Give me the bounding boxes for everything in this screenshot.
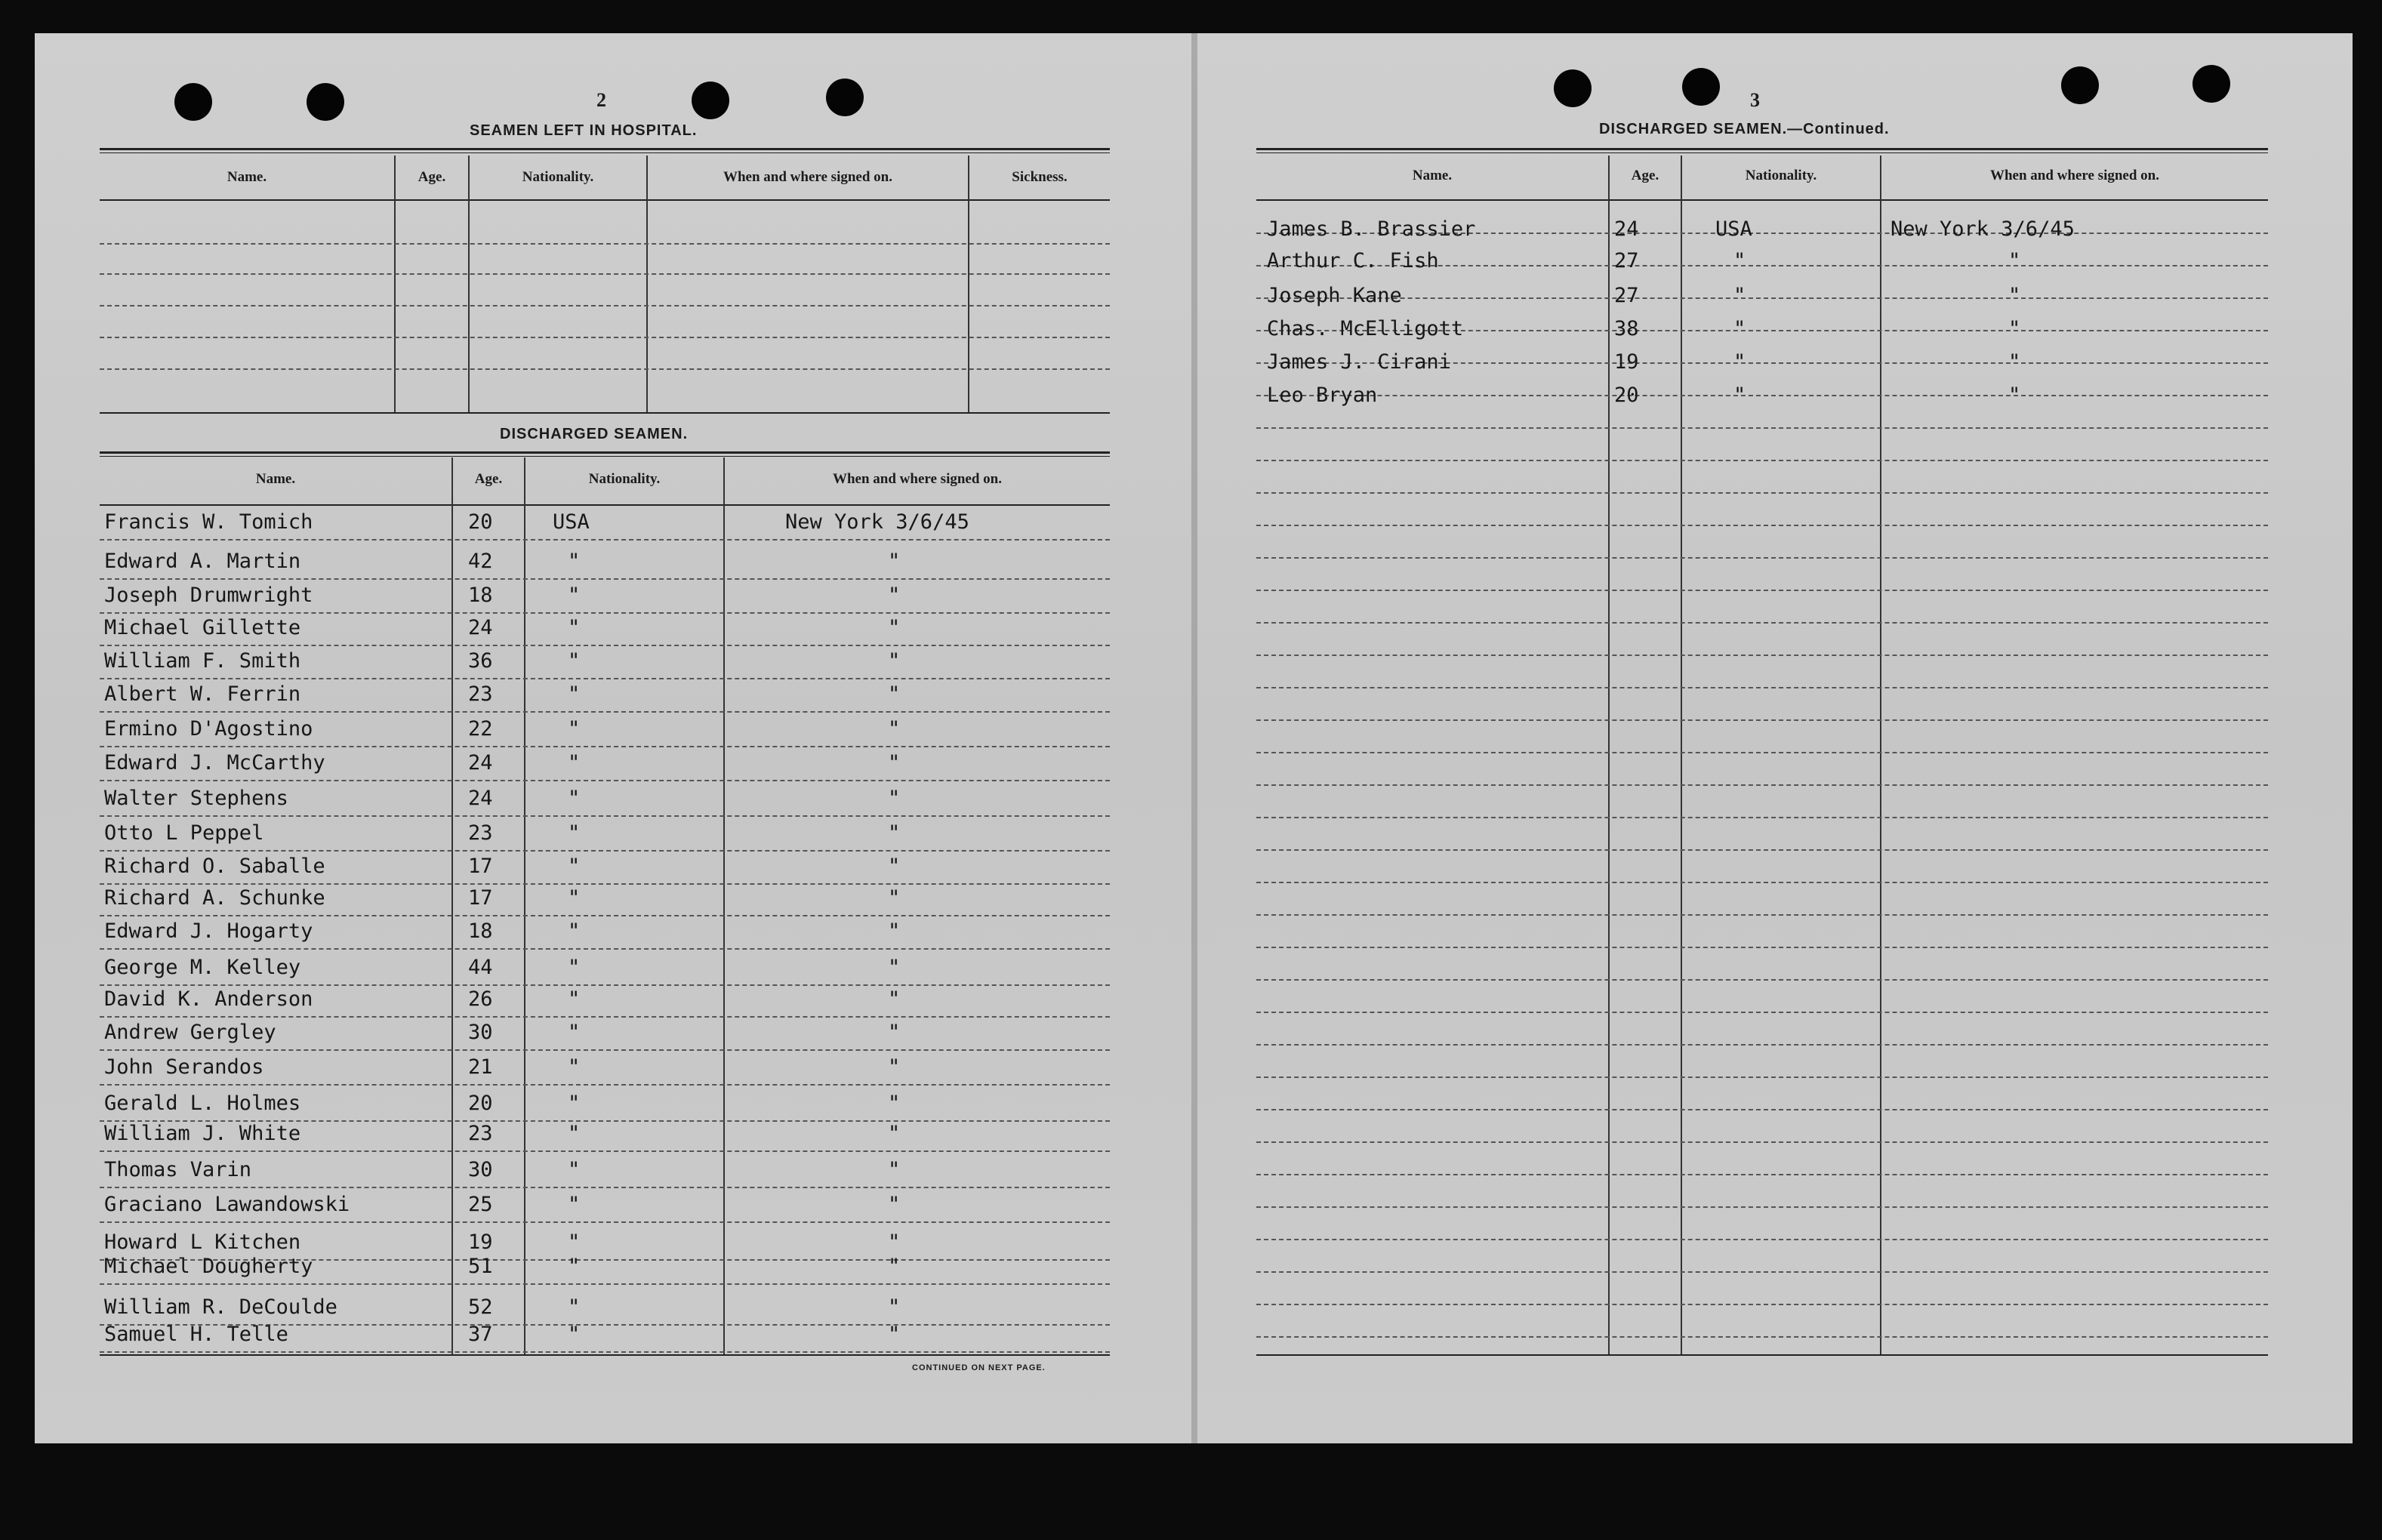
seaman-name: Otto L Peppel	[104, 821, 264, 845]
seaman-name: John Serandos	[104, 1055, 264, 1079]
ruled-line	[1256, 1012, 2268, 1013]
seaman-age: 20	[1614, 383, 1639, 407]
seaman-name: George M. Kelley	[104, 956, 301, 979]
ruled-line	[1256, 1109, 2268, 1110]
hospital-header-nationality: Nationality.	[522, 169, 594, 185]
seaman-name: Ermino D'Agostino	[104, 717, 313, 741]
seaman-nationality: "	[568, 1255, 581, 1278]
header-rule	[100, 451, 1110, 457]
seaman-name: Joseph Kane	[1267, 284, 1402, 307]
ruled-line	[100, 948, 1110, 950]
table-bottom-rule	[1256, 1354, 2268, 1356]
seaman-age: 19	[1614, 350, 1639, 374]
seaman-age: 30	[468, 1158, 493, 1181]
seaman-nationality: "	[1733, 284, 1746, 307]
seaman-age: 17	[468, 855, 493, 878]
section-rule	[100, 412, 1110, 414]
ruled-line	[1256, 460, 2268, 461]
ruled-line	[1256, 687, 2268, 688]
seaman-name: Samuel H. Telle	[104, 1323, 288, 1346]
ruled-line	[1256, 719, 2268, 721]
seaman-signed-on: "	[888, 717, 901, 741]
ruled-line	[100, 850, 1110, 852]
discharged-header-nationality: Nationality.	[588, 471, 661, 487]
seaman-name: Arthur C. Fish	[1267, 249, 1439, 273]
seaman-signed-on: "	[888, 584, 901, 607]
ruled-line	[1256, 1239, 2268, 1240]
seaman-name: Howard L Kitchen	[104, 1230, 301, 1254]
ruled-line	[1256, 492, 2268, 494]
seaman-signed-on: "	[888, 1255, 901, 1278]
seaman-signed-on: "	[888, 855, 901, 878]
ruled-line	[1256, 1044, 2268, 1046]
discharged-header-age: Age.	[474, 471, 503, 487]
seaman-name: Edward J. McCarthy	[104, 751, 325, 775]
column-divider	[468, 156, 470, 412]
seaman-nationality: "	[568, 1323, 581, 1346]
discharged-header-signed-on: When and where signed on.	[832, 471, 1002, 487]
ruled-line	[1256, 914, 2268, 916]
ruled-line	[1256, 525, 2268, 526]
seaman-nationality: "	[568, 787, 581, 810]
ruled-line	[100, 578, 1110, 580]
ruled-line	[1256, 882, 2268, 883]
page-number: 3	[1750, 89, 1760, 111]
seaman-signed-on: "	[2008, 284, 2021, 307]
seaman-name: Gerald L. Holmes	[104, 1092, 301, 1115]
seaman-nationality: "	[1733, 317, 1746, 340]
ruled-line	[100, 1283, 1110, 1285]
seaman-nationality: "	[568, 616, 581, 639]
ruled-line	[1256, 947, 2268, 948]
ruled-line	[100, 883, 1110, 885]
seaman-age: 19	[468, 1230, 493, 1254]
seaman-age: 30	[468, 1021, 493, 1044]
seaman-nationality: "	[568, 1193, 581, 1216]
ruled-line	[1256, 1206, 2268, 1208]
seaman-signed-on: "	[888, 682, 901, 706]
seaman-signed-on: "	[888, 1021, 901, 1044]
seaman-name: Chas. McElligott	[1267, 317, 1464, 340]
seaman-nationality: "	[1733, 383, 1746, 407]
seaman-signed-on: New York 3/6/45	[1891, 217, 2075, 241]
ruled-line	[100, 1187, 1110, 1188]
seaman-name: Michael Gillette	[104, 616, 301, 639]
header-underline	[1256, 199, 2268, 201]
punch-hole	[1682, 68, 1720, 106]
seaman-signed-on: New York 3/6/45	[785, 510, 969, 534]
ruled-line	[100, 1150, 1110, 1152]
ruled-line	[100, 539, 1110, 541]
seaman-age: 38	[1614, 317, 1639, 340]
ruled-line	[1256, 752, 2268, 753]
seaman-name: Richard O. Saballe	[104, 855, 325, 878]
seaman-age: 20	[468, 1092, 493, 1115]
ruled-line	[100, 746, 1110, 747]
seaman-nationality: "	[568, 717, 581, 741]
ruled-line	[100, 273, 1110, 275]
hospital-header-signed-on: When and where signed on.	[723, 169, 892, 185]
column-divider	[1880, 156, 1881, 1356]
seaman-signed-on: "	[888, 550, 901, 573]
header-nationality: Nationality.	[1745, 168, 1817, 183]
seaman-nationality: "	[1733, 249, 1746, 273]
ruled-line	[100, 815, 1110, 817]
table-bottom-rule	[100, 1354, 1110, 1356]
column-divider	[968, 156, 969, 412]
ruled-line	[1256, 1336, 2268, 1338]
punch-hole	[307, 83, 344, 121]
ruled-line	[100, 645, 1110, 646]
discharged-header-name: Name.	[255, 471, 296, 487]
seaman-age: 42	[468, 550, 493, 573]
hospital-header-age: Age.	[418, 169, 446, 185]
seaman-name: Albert W. Ferrin	[104, 682, 301, 706]
ruled-line	[1256, 1141, 2268, 1143]
seaman-nationality: "	[568, 649, 581, 673]
seaman-nationality: "	[568, 1122, 581, 1145]
discharged-continued-title: DISCHARGED SEAMEN.—Continued.	[1599, 121, 1890, 137]
ruled-line	[1256, 1076, 2268, 1078]
seaman-name: Graciano Lawandowski	[104, 1193, 350, 1216]
punch-hole	[2061, 66, 2099, 104]
continued-note: CONTINUED ON NEXT PAGE.	[912, 1363, 1046, 1372]
seaman-signed-on: "	[888, 1230, 901, 1254]
hospital-section-title: SEAMEN LEFT IN HOSPITAL.	[470, 122, 698, 139]
ruled-line	[100, 711, 1110, 713]
seaman-nationality: "	[568, 987, 581, 1011]
header-rule	[1256, 148, 2268, 153]
seaman-age: 52	[468, 1295, 493, 1319]
discharged-section-title: DISCHARGED SEAMEN.	[500, 426, 689, 442]
seaman-nationality: "	[568, 821, 581, 845]
ruled-line	[100, 780, 1110, 781]
ruled-line	[1256, 784, 2268, 786]
seaman-signed-on: "	[888, 956, 901, 979]
seaman-signed-on: "	[2008, 249, 2021, 273]
seaman-signed-on: "	[888, 886, 901, 910]
seaman-age: 26	[468, 987, 493, 1011]
seaman-signed-on: "	[888, 1158, 901, 1181]
ruled-line	[1256, 557, 2268, 559]
seaman-name: Walter Stephens	[104, 787, 288, 810]
punch-hole	[692, 82, 729, 119]
header-signed-on: When and where signed on.	[1989, 168, 2159, 183]
seaman-age: 23	[468, 1122, 493, 1145]
seaman-age: 25	[468, 1193, 493, 1216]
seaman-age: 27	[1614, 284, 1639, 307]
seaman-signed-on: "	[888, 649, 901, 673]
seaman-nationality: USA	[553, 510, 590, 534]
ruled-line	[100, 915, 1110, 916]
seaman-name: Thomas Varin	[104, 1158, 252, 1181]
seaman-age: 21	[468, 1055, 493, 1079]
seaman-name: James J. Cirani	[1267, 350, 1451, 374]
seaman-age: 20	[468, 510, 493, 534]
ruled-line	[1256, 849, 2268, 851]
punch-hole	[826, 79, 864, 116]
page-number: 2	[596, 89, 606, 111]
ruled-line	[100, 984, 1110, 986]
ruled-line	[1256, 1271, 2268, 1273]
ruled-line	[100, 1049, 1110, 1051]
punch-hole	[2192, 65, 2230, 103]
ruled-line	[100, 1351, 1110, 1353]
seaman-signed-on: "	[2008, 383, 2021, 407]
column-divider	[394, 156, 396, 412]
seaman-nationality: USA	[1715, 217, 1752, 241]
ruled-line	[1256, 590, 2268, 591]
ruled-line	[100, 1084, 1110, 1086]
seaman-age: 24	[1614, 217, 1639, 241]
ruled-line	[1256, 654, 2268, 656]
seaman-signed-on: "	[888, 821, 901, 845]
seaman-age: 22	[468, 717, 493, 741]
seaman-signed-on: "	[2008, 350, 2021, 374]
ruled-line	[100, 337, 1110, 338]
seaman-nationality: "	[1733, 350, 1746, 374]
ruled-line	[1256, 979, 2268, 981]
seaman-nationality: "	[568, 550, 581, 573]
seaman-nationality: "	[568, 1295, 581, 1319]
seaman-name: William J. White	[104, 1122, 301, 1145]
ruled-line	[100, 678, 1110, 679]
column-divider	[646, 156, 648, 412]
seaman-name: William R. DeCoulde	[104, 1295, 337, 1319]
seaman-name: James B. Brassier	[1267, 217, 1476, 241]
column-divider	[1681, 156, 1682, 1356]
seaman-age: 51	[468, 1255, 493, 1278]
seaman-name: Richard A. Schunke	[104, 886, 325, 910]
punch-hole	[174, 83, 212, 121]
ruled-line	[100, 243, 1110, 245]
seaman-age: 36	[468, 649, 493, 673]
seaman-signed-on: "	[888, 987, 901, 1011]
ruled-line	[1256, 1174, 2268, 1175]
seaman-name: Edward J. Hogarty	[104, 919, 313, 943]
seaman-age: 24	[468, 616, 493, 639]
page-fold	[1191, 33, 1197, 1443]
ruled-line	[100, 1221, 1110, 1223]
seaman-nationality: "	[568, 682, 581, 706]
header-rule	[100, 148, 1110, 153]
seaman-name: David K. Anderson	[104, 987, 313, 1011]
header-name: Name.	[1412, 168, 1453, 183]
hospital-header-name: Name.	[226, 169, 267, 185]
ruled-line	[100, 612, 1110, 614]
ruled-line	[1256, 622, 2268, 624]
seaman-signed-on: "	[888, 1295, 901, 1319]
seaman-signed-on: "	[888, 1055, 901, 1079]
seaman-nationality: "	[568, 919, 581, 943]
seaman-signed-on: "	[888, 1323, 901, 1346]
seaman-name: Joseph Drumwright	[104, 584, 313, 607]
ruled-line	[100, 1016, 1110, 1018]
ruled-line	[100, 368, 1110, 370]
ruled-line	[1256, 395, 2268, 396]
seaman-name: Andrew Gergley	[104, 1021, 276, 1044]
seaman-age: 23	[468, 821, 493, 845]
seaman-nationality: "	[568, 886, 581, 910]
seaman-nationality: "	[568, 1158, 581, 1181]
seaman-age: 18	[468, 919, 493, 943]
seaman-signed-on: "	[888, 919, 901, 943]
seaman-age: 37	[468, 1323, 493, 1346]
seaman-nationality: "	[568, 1021, 581, 1044]
ruled-line	[1256, 427, 2268, 429]
seaman-signed-on: "	[888, 1193, 901, 1216]
punch-hole	[1554, 69, 1592, 107]
seaman-nationality: "	[568, 956, 581, 979]
seaman-age: 24	[468, 787, 493, 810]
seaman-name: William F. Smith	[104, 649, 301, 673]
ruled-line	[100, 305, 1110, 306]
seaman-nationality: "	[568, 1055, 581, 1079]
seaman-signed-on: "	[2008, 317, 2021, 340]
seaman-signed-on: "	[888, 1092, 901, 1115]
seaman-age: 17	[468, 886, 493, 910]
header-age: Age.	[1631, 168, 1659, 183]
header-underline	[100, 199, 1110, 201]
seaman-age: 23	[468, 682, 493, 706]
seaman-age: 27	[1614, 249, 1639, 273]
column-divider	[1608, 156, 1610, 1356]
seaman-nationality: "	[568, 751, 581, 775]
ruled-line	[1256, 817, 2268, 818]
seaman-age: 18	[468, 584, 493, 607]
seaman-signed-on: "	[888, 616, 901, 639]
seaman-signed-on: "	[888, 787, 901, 810]
seaman-nationality: "	[568, 855, 581, 878]
seaman-nationality: "	[568, 1230, 581, 1254]
seaman-signed-on: "	[888, 751, 901, 775]
ruled-line	[1256, 297, 2268, 299]
seaman-age: 24	[468, 751, 493, 775]
ruled-line	[1256, 1304, 2268, 1305]
seaman-nationality: "	[568, 1092, 581, 1115]
seaman-name: Edward A. Martin	[104, 550, 301, 573]
seaman-signed-on: "	[888, 1122, 901, 1145]
hospital-header-sickness: Sickness.	[1012, 169, 1068, 185]
header-underline	[100, 504, 1110, 506]
seaman-name: Michael Dougherty	[104, 1255, 313, 1278]
seaman-age: 44	[468, 956, 493, 979]
seaman-name: Francis W. Tomich	[104, 510, 313, 534]
seaman-name: Leo Bryan	[1267, 383, 1378, 407]
seaman-nationality: "	[568, 584, 581, 607]
